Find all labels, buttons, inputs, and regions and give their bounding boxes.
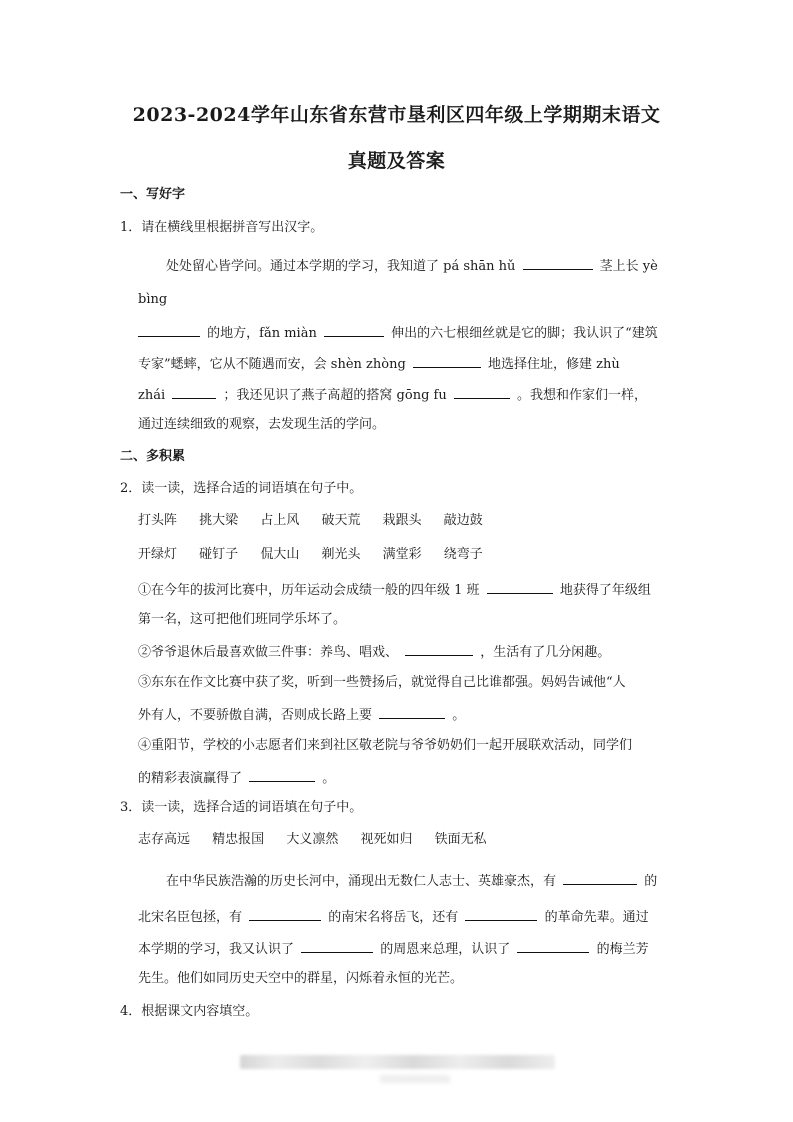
answer-blank[interactable] — [465, 906, 537, 921]
word-option: 剃光头 — [321, 547, 361, 562]
q1-paragraph-line — [138, 384, 647, 406]
answer-blank[interactable] — [324, 322, 384, 337]
q1-paragraph-line — [166, 255, 658, 277]
q1-text: 的地方，fǎn miàn — [207, 326, 317, 341]
q2-item-2 — [138, 641, 610, 663]
q1-paragraph-line — [138, 353, 620, 375]
word-bank-q3 — [138, 830, 505, 850]
answer-blank[interactable] — [563, 870, 637, 885]
q3-paragraph-line — [166, 870, 657, 892]
q2-text: 外有人，不要骄傲自满，否则成长路上要 — [138, 708, 373, 723]
q3-text: 的 — [644, 874, 658, 889]
q2-text: 的精彩表演赢得了 — [138, 771, 243, 786]
footer-watermark-subline — [380, 1075, 450, 1083]
q1-text: zhái — [138, 388, 166, 403]
word-option: 视死如归 — [360, 832, 413, 847]
q1-paragraph-line: 通过连续细致的观察，去发现生活的学问。 — [138, 417, 386, 432]
document-title-line1: 2023-2024学年山东省东营市垦利区四年级上学期期末语文 — [132, 104, 661, 126]
answer-blank[interactable] — [413, 353, 481, 368]
word-bank-row-2 — [138, 545, 501, 565]
q2-item-1 — [138, 579, 651, 601]
question-1-stem: 1．请在横线里根据拼音写出汉字。 — [120, 220, 324, 235]
question-4-stem: 4．根据课文内容填空。 — [120, 1004, 259, 1019]
answer-blank[interactable] — [301, 938, 373, 953]
q3-text: 的周恩来总理，认识了 — [380, 942, 511, 957]
q3-text: 的梅兰芳 — [596, 942, 649, 957]
word-option: 志存高远 — [138, 832, 191, 847]
q1-text: 地选择住址，修建 zhù — [488, 357, 620, 372]
answer-blank[interactable] — [249, 906, 321, 921]
section-heading-1: 一、写好字 — [120, 187, 186, 202]
word-option: 挑大梁 — [199, 513, 239, 528]
q2-text: ，生活有了几分闲趣。 — [480, 645, 611, 660]
word-option: 破天荒 — [321, 513, 361, 528]
word-option: 敲边鼓 — [443, 513, 483, 528]
q2-item-4-cont — [138, 767, 335, 789]
answer-blank[interactable] — [517, 938, 589, 953]
q1-pinyin-line: bìng — [138, 292, 168, 307]
question-2-stem: 2．读一读，选择合适的词语填在句子中。 — [120, 481, 363, 496]
q3-text: 在中华民族浩瀚的历史长河中，涌现出无数仁人志士、英雄豪杰，有 — [166, 874, 557, 889]
answer-blank[interactable] — [138, 322, 200, 337]
q2-item-3: ③东东在作文比赛中获了奖，听到一些赞扬后，就觉得自己比谁都强。妈妈告诫他“人 — [138, 675, 626, 690]
answer-blank[interactable] — [405, 641, 473, 656]
word-option: 精忠报国 — [212, 832, 265, 847]
document-title-line2: 真题及答案 — [347, 150, 446, 172]
word-option: 满堂彩 — [382, 547, 422, 562]
word-option: 侃大山 — [260, 547, 300, 562]
q2-text: 地获得了年级组 — [559, 583, 651, 598]
q3-text: 本学期的学习，我又认识了 — [138, 942, 295, 957]
answer-blank[interactable] — [379, 704, 445, 719]
word-option: 占上风 — [260, 513, 300, 528]
word-bank-row-1 — [138, 511, 501, 531]
q1-paragraph-line — [138, 322, 658, 344]
answer-blank[interactable] — [523, 255, 593, 270]
word-option: 打头阵 — [138, 513, 178, 528]
question-3-stem: 3．读一读，选择合适的词语填在句子中。 — [120, 800, 363, 815]
word-option: 碰钉子 — [199, 547, 239, 562]
answer-blank[interactable] — [487, 579, 553, 594]
q2-item-3-cont — [138, 704, 465, 726]
q1-text: 。我想和作家们一样， — [517, 388, 648, 403]
q3-paragraph-line — [138, 906, 649, 928]
q3-text: 的革命先辈。通过 — [544, 910, 649, 925]
section-heading-2: 二、多积累 — [120, 449, 186, 464]
q2-text: 。 — [322, 771, 336, 786]
footer-watermark — [240, 1055, 555, 1069]
q2-item-1-cont: 第一名，这可把他们班同学乐坏了。 — [138, 612, 347, 627]
answer-blank[interactable] — [454, 384, 510, 399]
q1-text: 专家”蟋蟀，它从不随遇而安，会 shèn zhòng — [138, 357, 406, 372]
q1-text: ；我还见识了燕子高超的搭窝 gōng fu — [223, 388, 447, 403]
q1-text: 茎上长 yè — [599, 259, 658, 274]
word-option: 开绿灯 — [138, 547, 178, 562]
word-option: 铁面无私 — [434, 832, 487, 847]
q2-text: ②爷爷退休后最喜欢做三件事：养鸟、唱戏、 — [138, 645, 399, 660]
q2-text: 。 — [452, 708, 466, 723]
q2-text: ①在今年的拔河比赛中，历年运动会成绩一般的四年级 1 班 — [138, 583, 480, 598]
q2-item-4: ④重阳节，学校的小志愿者们来到社区敬老院与爷爷奶奶们一起开展联欢活动，同学们 — [138, 738, 633, 753]
answer-blank[interactable] — [249, 767, 315, 782]
answer-blank[interactable] — [172, 384, 216, 399]
q1-text: 处处留心皆学问。通过本学期的学习，我知道了 pá shān hǔ — [166, 259, 516, 274]
q3-paragraph-line: 先生。他们如同历史天空中的群星，闪烁着永恒的光芒。 — [138, 971, 464, 986]
q3-paragraph-line — [138, 938, 649, 960]
q3-text: 北宋名臣包拯，有 — [138, 910, 243, 925]
word-option: 绕弯子 — [443, 547, 483, 562]
word-option: 大义凛然 — [286, 832, 339, 847]
q1-text: 伸出的六七根细丝就是它的脚；我认识了“建筑 — [391, 326, 658, 341]
word-option: 栽跟头 — [382, 513, 422, 528]
q3-text: 的南宋名将岳飞，还有 — [328, 910, 459, 925]
